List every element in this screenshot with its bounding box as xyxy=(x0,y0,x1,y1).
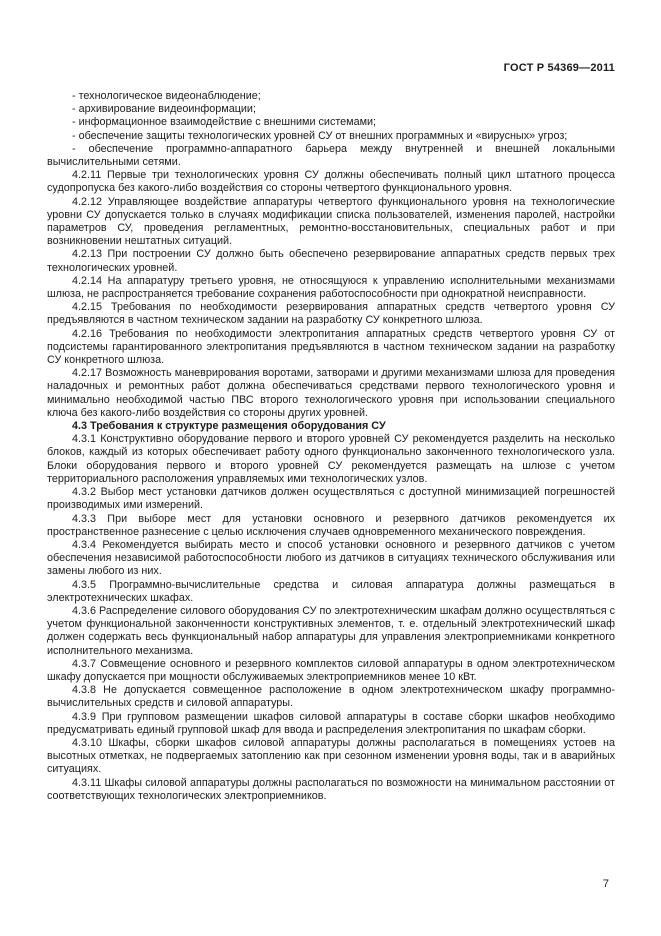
paragraph: 4.2.16 Требования по необходимости электропитания аппаратных средств четвертого уровня СУ от подсистемы гарантированного электропитания предъявляются в частном техническом задании на разработку СУ конкретного шлюза. xyxy=(47,327,615,367)
bullet-item: - информационное взаимодействие с внешними системами; xyxy=(72,116,377,129)
paragraph: 4.2.11 Первые три технологических уровня СУ должны обеспечивать полный цикл штатного процесса судопропуска без какого-либо воздействия со стороны четвертого функционального уровня. xyxy=(47,169,615,195)
paragraph: 4.3.9 При групповом размещении шкафов силовой аппаратуры в составе сборки шкафов необходимо предусматривать единый групповой шкаф для ввода и распределения электропитания по шкафам сборки. xyxy=(47,710,615,736)
paragraph: 4.3.5 Программно-вычислительные средства и силовая аппаратура должны размещаться в электротехнических шкафах. xyxy=(47,578,615,604)
paragraph: 4.2.12 Управляющее воздействие аппаратуры четвертого функционального уровня на технологические уровни СУ допускается только в случаях модификации списка пользователей, изменения паролей, настройки параметров СУ, проведения регламентных, ремонтно-восстановительных, специальных работ и при возникновении нештатных ситуаций. xyxy=(47,195,615,248)
bullet-item: - обеспечение защиты технологических уровней СУ от внешних программных и «вирусных» угроз; xyxy=(72,129,568,142)
paragraph: 4.3.1 Конструктивно оборудование первого и второго уровней СУ рекомендуется разделить на несколько блоков, каждый из которых обеспечивает работу одного функционально законченного технологического узла. Блоки оборудования первого и второго уровней СУ рекомендуется размещать на шлюзе с учетом территориального расположения управляемых ими технологических узлов. xyxy=(47,433,615,485)
paragraph: 4.3.10 Шкафы, сборки шкафов силовой аппаратуры должны располагаться в помещениях устоев на высотных отметках, не подвергаемых затоплению как при сезонном изменении уровня воды, так и в аварийных ситуациях. xyxy=(47,736,615,776)
paragraph: 4.3.6 Распределение силового оборудования СУ по электротехническим шкафам должно осуществляться с учетом функциональной законченности конструктивных элементов, т. е. отдельный электротехнический шкаф должен содержать весь функциональный набор аппаратуры для управления электроприемниками конкретного исполнительного механизма. xyxy=(47,604,615,657)
paragraph: 4.3.3 При выборе мест для установки основного и резервного датчиков рекомендуется их пространственное разнесение с целью исключения случаев одновременного механического повреждения. xyxy=(47,512,615,538)
paragraph: 4.2.14 На аппаратуру третьего уровня, не относящуюся к управлению исполнительными механизмами шлюза, не распространяется требование сохранения работоспособности при однократной неисправности. xyxy=(47,274,615,301)
bullet-item: - технологическое видеонаблюдение; xyxy=(72,90,261,102)
paragraph: 4.3.8 Не допускается совмещенное расположение в одном электротехническом шкафу программно-вычислительных средств и силовой аппаратуры. xyxy=(47,684,615,710)
paragraph: 4.2.13 При построении СУ должно быть обеспечено резервирование аппаратных средств первых трех технологических уровней. xyxy=(47,248,615,274)
document-header: ГОСТ Р 54369—2011 xyxy=(503,62,615,74)
paragraph: 4.3.4 Рекомендуется выбирать место и способ установки основного и резервного датчиков с учетом обеспечения независимой работоспособности любого из датчиков в ситуациях технического обслуживания или замены любого из них. xyxy=(47,538,615,578)
paragraph: 4.2.17 Возможность маневрирования воротами, затворами и другими механизмами шлюза для проведения наладочных и ремонтных работ должна обеспечиваться средствами первого технологического уровня и минимально необходимой частью ПВС второго технологического уровня при использовании специального ключа без какого-либо воздействия со стороны других уровней. xyxy=(47,367,615,419)
paragraph: 4.3.11 Шкафы силовой аппаратуры должны располагаться по возможности на минимальном расстоянии от соответствующих технологических электроприемников. xyxy=(47,776,615,802)
page-number: 7 xyxy=(602,878,609,890)
document-body xyxy=(47,90,615,803)
paragraph: 4.3.7 Совмещение основного и резервного комплектов силовой аппаратуры в одном электротехническом шкафу допускается при мощности обслуживаемых электроприемников менее 10 кВт. xyxy=(47,657,615,683)
paragraph: 4.2.15 Требования по необходимости резервирования аппаратных средств четвертого уровня СУ предъявляются в частном техническом задании на разработку СУ конкретного шлюза. xyxy=(47,301,615,327)
bullet-item: - архивирование видеоинформации; xyxy=(72,103,256,116)
section-heading: 4.3 Требования к структуре размещения оборудования СУ xyxy=(72,420,386,433)
paragraph: 4.3.2 Выбор мест установки датчиков должен осуществляться с доступной минимизацией погрешностей производимых ими измерений. xyxy=(47,486,615,512)
bullet-item: - обеспечение программно-аппаратного барьера между внутренней и внешней локальными вычислительными сетями. xyxy=(47,142,615,169)
